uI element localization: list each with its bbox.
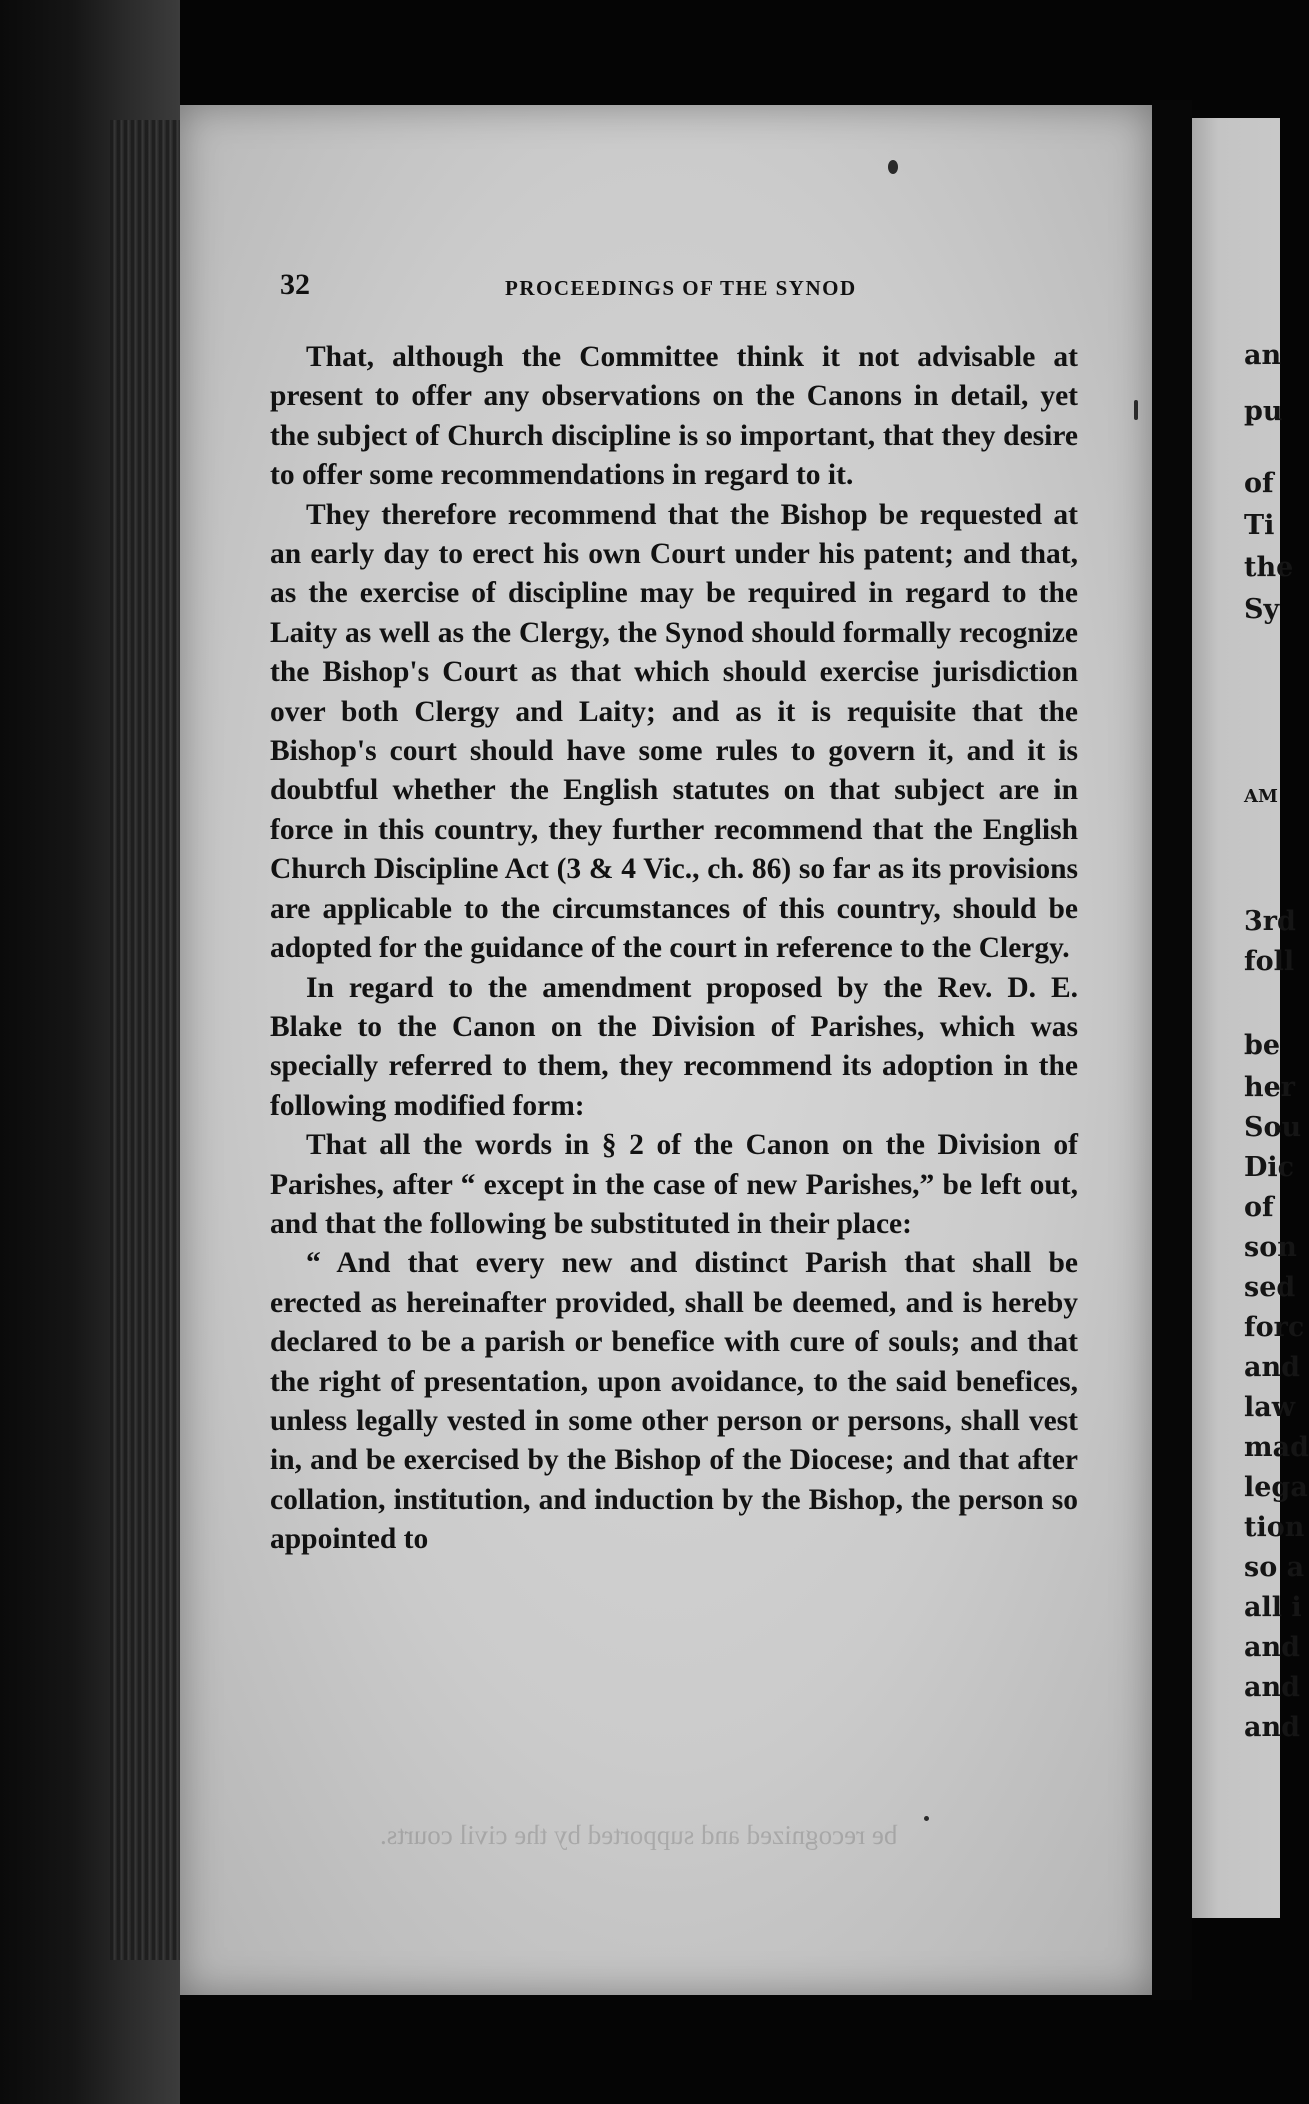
facing-fragment: be [1244,1030,1281,1061]
facing-fragment: and [1244,1712,1301,1743]
facing-fragment: Sy [1244,594,1280,625]
scan-speck [888,160,898,174]
page-number: 32 [280,268,310,301]
paragraph-amendment: In regard to the amendment proposed by the Rev. D. E. Blake to the Canon on the Division of Parishes, which was specially referred to them, they recommend its adoption in the following modified form: [270,971,1078,1122]
facing-fragment: and [1244,1632,1301,1663]
facing-fragment: law [1244,1392,1295,1423]
facing-fragment: son [1244,1232,1297,1263]
facing-fragment: the [1244,552,1294,583]
facing-fragment: foll [1244,946,1295,977]
paragraph-bishops-court: They therefore recommend that the Bishop be requested at an early day to erect his own Court under his patent; and that, as the exercise of discipline may be required in regard to the Laity as well as the Clergy, the Synod should formally recognize the Bishop's Court as that which should exercise jurisdiction over both Clergy and Laity; and as it is requisite that the Bishop's court should have some rules to govern it, and it is doubtful whether the English statutes on that subject are in force in this country, they further recommend that the English Church Discipline Act (3 & 4 Vic., ch. 86) so far as its provisions are applicable to the circumstances of this country, should be adopted for the guidance of the court in reference to the Clergy. [270,498,1078,965]
facing-fragment: forc [1244,1312,1305,1343]
facing-fragment: tion [1244,1512,1305,1543]
scan-speck [924,1816,929,1821]
facing-fragment: her [1244,1072,1296,1103]
page-divider-shadow [1152,100,1192,2000]
page-body-text [270,338,1078,1560]
paragraph-new-parish-quote: “ And that every new and distinct Parish that shall be erected as hereinafter provided, shall be deemed, and is hereby declared to be a parish or benefice with cure of souls; and that the right of presentation, upon avoidance, to the said benefices, unless legally vested in some other person or persons, shall vest in, and be exercised by the Bishop of the Diocese; and that after collation, institution, and induction by the Bishop, the person so appointed to [270,1247,1078,1556]
paragraph-section-two: That all the words in § 2 of the Canon on the Division of Parishes, after “ except in the case of new Parishes,” be left out, and that the following be substituted in their place: [270,1129,1078,1240]
facing-fragment: so a [1244,1552,1305,1583]
facing-fragment: of [1244,468,1274,499]
facing-fragment: lega [1244,1472,1308,1503]
facing-fragment: Sou [1244,1112,1302,1143]
scan-speck [1134,400,1138,420]
facing-fragment: of [1244,1192,1274,1223]
facing-fragment: all i [1244,1592,1302,1623]
facing-fragment: Dic [1244,1152,1295,1183]
facing-fragment: AM [1244,786,1278,807]
facing-fragment: pu [1244,396,1283,427]
facing-fragment: and [1244,1352,1301,1383]
facing-fragment: 3rd [1244,906,1296,937]
running-title: PROCEEDINGS OF THE SYNOD [505,276,857,300]
page-header [280,268,1080,308]
gutter-page-edges [110,120,180,1960]
facing-fragment: mad [1244,1432,1309,1463]
paragraph-committee-intro: That, although the Committee think it not advisable at present to offer any observations on the Canons in detail, yet the subject of Church discipline is so important, that they desire to offer some recommendations in regard to it. [270,341,1078,492]
facing-fragment: sed [1244,1272,1296,1303]
show-through-text: be recognized and supported by the civil courts. [380,1820,898,1850]
facing-fragment: and [1244,1672,1301,1703]
facing-fragment: Ti [1244,510,1275,541]
facing-fragment: an [1244,340,1282,371]
